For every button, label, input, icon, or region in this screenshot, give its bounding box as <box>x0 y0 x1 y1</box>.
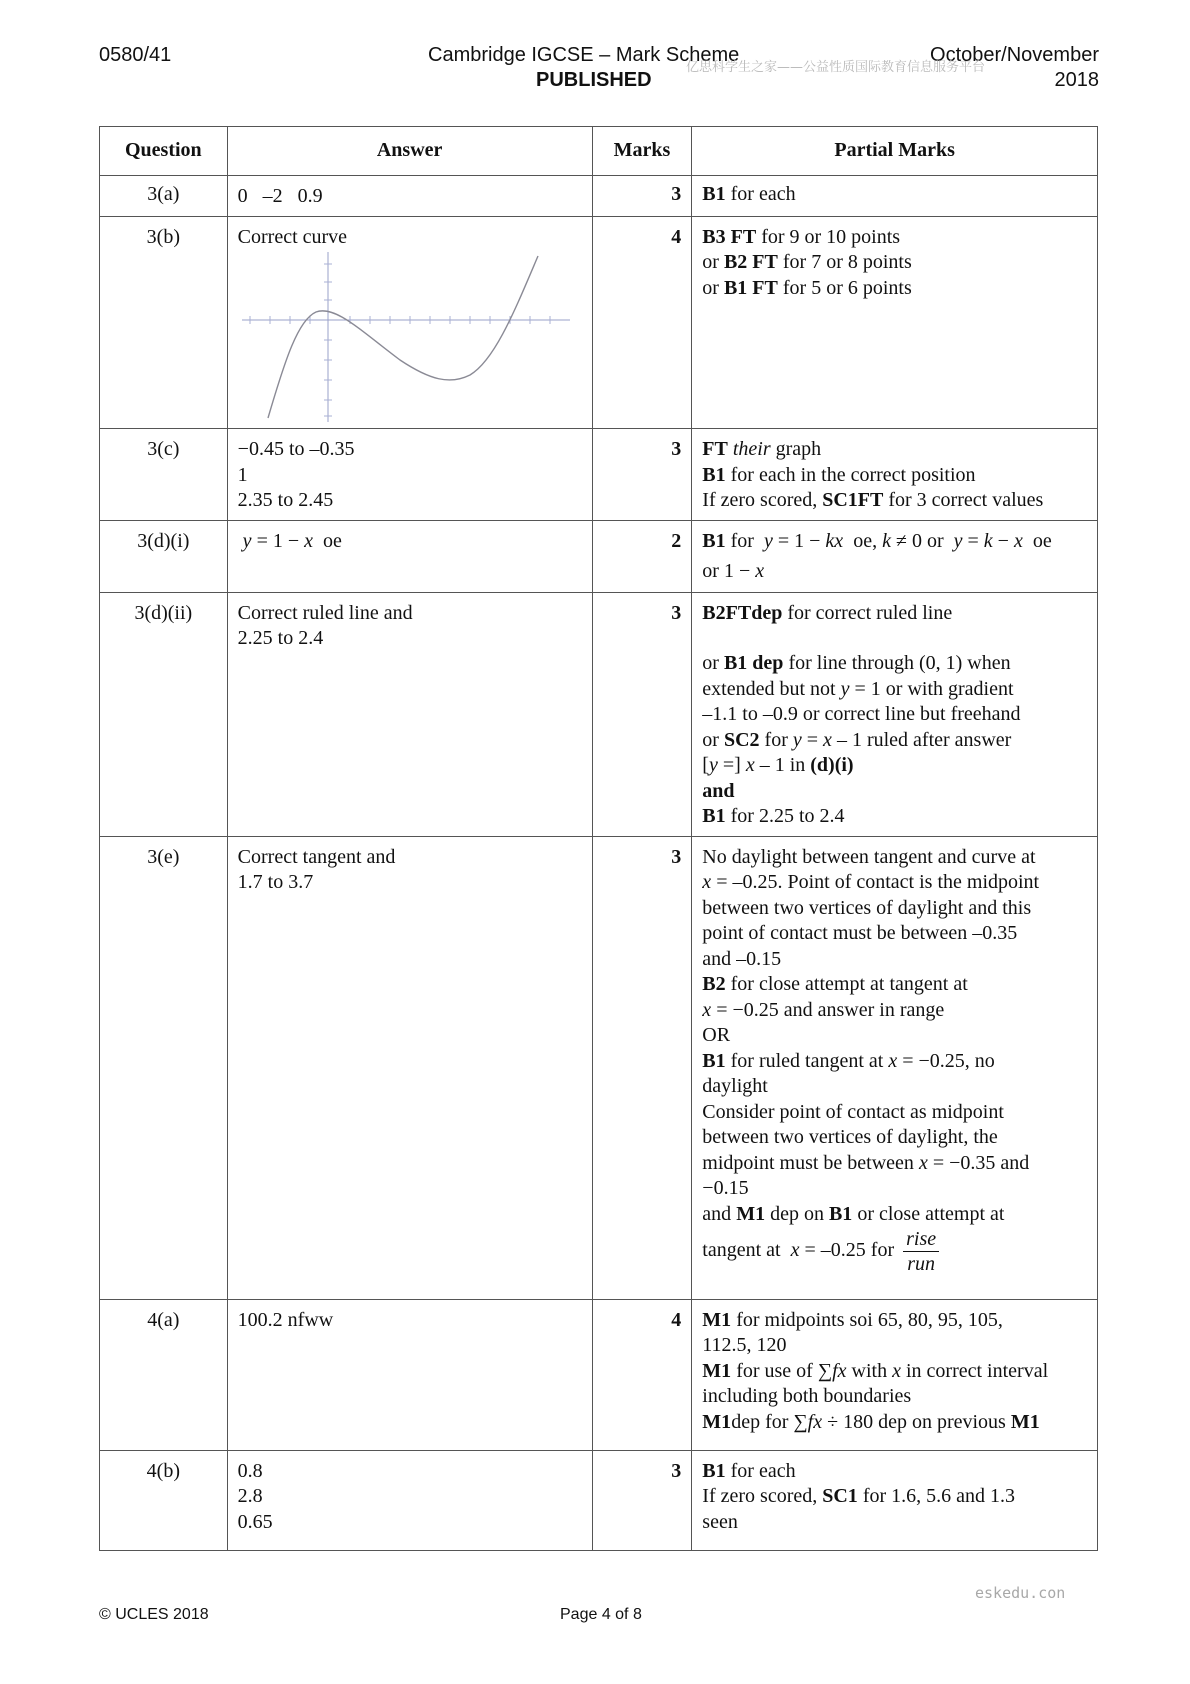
partial-text: = −0.25, no <box>897 1049 995 1072</box>
partial-text: or <box>702 276 724 299</box>
answer-line: Correct ruled line and <box>237 601 413 624</box>
math-var: y <box>953 529 963 552</box>
paper-code: 0580/41 <box>99 44 172 66</box>
mark-code: B1 <box>702 1459 726 1482</box>
sigma-symbol: ∑ <box>817 1359 833 1382</box>
partial-text: [ <box>702 754 709 776</box>
partial-text: for 1.6, 5.6 and 1.3 <box>857 1485 1016 1507</box>
partial-text: = <box>962 529 984 552</box>
partial-text: = –0.25 for <box>799 1239 900 1262</box>
marks-cell: 3 <box>592 429 692 521</box>
column-header-question: Question <box>100 127 228 176</box>
column-header-marks: Marks <box>592 127 692 176</box>
answer-line: 0.8 <box>237 1459 263 1482</box>
marks-cell: 3 <box>592 1450 692 1550</box>
mark-code: M1 <box>702 1359 732 1382</box>
marks-cell: 4 <box>592 216 692 429</box>
answer-cell: 100.2 nfww <box>227 1299 592 1450</box>
partial-text: including both boundaries <box>702 1385 912 1407</box>
answer-cell <box>227 216 592 429</box>
mark-code: M1 <box>736 1202 766 1225</box>
mark-code: FT <box>702 438 728 460</box>
answer-cell <box>227 520 592 592</box>
mark-code: M1 <box>702 1410 732 1433</box>
partial-text: dep on <box>765 1202 829 1225</box>
partial-text: ≠ 0 or <box>890 529 954 552</box>
answer-cell <box>227 836 592 1299</box>
rise-over-run-fraction <box>903 1227 939 1276</box>
answer-cell <box>227 592 592 836</box>
partial-text: for use of <box>731 1359 818 1382</box>
partial-text: −0.15 <box>702 1177 749 1199</box>
math-var: kx <box>825 529 844 552</box>
question-cell: 4(b) <box>100 1450 228 1550</box>
answer-text: = 1 − <box>251 529 305 552</box>
partial-text: – 1 ruled after answer <box>831 728 1012 751</box>
copyright: © UCLES 2018 <box>99 1606 209 1623</box>
mark-scheme-table <box>99 126 1098 1551</box>
math-var: x <box>823 728 832 751</box>
answer-line: 0.65 <box>237 1510 273 1533</box>
partial-marks-cell <box>692 1299 1098 1450</box>
partial-text: with <box>846 1359 893 1382</box>
partial-text: – 1 in <box>754 754 811 776</box>
partial-text: and –0.15 <box>702 947 782 970</box>
partial-text: = 1 or with gradient <box>849 677 1014 700</box>
question-cell: 3(e) <box>100 836 228 1299</box>
mark-code: B1 <box>828 1202 853 1225</box>
partial-text: = –0.25. Point of contact is the midpoint <box>711 871 1040 893</box>
partial-text: for midpoints soi 65, 80, 95, 105, <box>731 1308 1003 1331</box>
fraction-denominator: run <box>907 1253 935 1275</box>
cubic-curve-sketch <box>240 250 570 422</box>
answer-line: 1 <box>237 463 248 486</box>
partial-text: or <box>702 251 724 273</box>
partial-text: for each in the correct position <box>725 463 976 486</box>
math-var: y <box>763 529 773 552</box>
mark-code: B1 <box>702 183 726 205</box>
partial-text: ÷ 180 dep on previous <box>822 1410 1011 1433</box>
answer-cell <box>227 429 592 521</box>
page-number: Page 4 of 8 <box>560 1606 642 1623</box>
mark-code: (d)(i) <box>810 754 854 776</box>
mark-code: SC1FT <box>822 489 884 511</box>
math-var: y <box>242 529 252 552</box>
partial-marks-cell <box>692 592 1098 836</box>
answer-line: −0.45 to –0.35 <box>237 438 355 460</box>
partial-text: = 1 − <box>772 529 826 552</box>
partial-marks-cell <box>692 520 1098 592</box>
partial-text: or <box>702 652 724 674</box>
mark-code: SC2 <box>723 728 760 751</box>
partial-text: − <box>992 529 1014 552</box>
table-row <box>100 176 1098 217</box>
math-var: x <box>755 559 765 582</box>
partial-text: –1.1 to –0.9 or correct line but freehand <box>702 703 1021 725</box>
partial-text: extended but not <box>702 677 841 700</box>
partial-text: Consider point of contact as midpoint <box>702 1100 1004 1123</box>
partial-text: for 5 or 6 points <box>777 276 912 299</box>
partial-text: graph <box>770 438 822 460</box>
answer-line: Correct tangent and <box>237 845 396 868</box>
marks-cell: 2 <box>592 520 692 592</box>
partial-text: in correct interval <box>900 1359 1049 1382</box>
session-year: 2018 <box>1054 69 1099 91</box>
math-var: k <box>983 529 993 552</box>
mark-code: B1 <box>702 529 726 552</box>
partial-text: between two vertices of daylight and this <box>702 896 1032 919</box>
mark-code: B1 FT <box>723 276 778 299</box>
mark-code: SC1 <box>822 1485 858 1507</box>
partial-text: or close attempt at <box>852 1202 1005 1225</box>
answer-line: 1.7 to 3.7 <box>237 871 314 893</box>
document-title: Cambridge IGCSE – Mark Scheme <box>428 44 740 66</box>
table-row <box>100 836 1098 1299</box>
mark-code: and <box>702 779 735 802</box>
question-cell: 3(a) <box>100 176 228 217</box>
math-var: x <box>1013 529 1023 552</box>
partial-text: for 9 or 10 points <box>756 225 901 248</box>
table-row <box>100 1299 1098 1450</box>
column-header-answer: Answer <box>227 127 592 176</box>
partial-text: = −0.25 and answer in range <box>711 998 945 1021</box>
partial-text: 112.5, 120 <box>702 1334 787 1356</box>
marks-cell: 3 <box>592 836 692 1299</box>
mark-code: B1 <box>702 805 726 827</box>
partial-text: for line through (0, 1) when <box>783 652 1011 674</box>
partial-text: If zero scored, <box>702 1485 823 1507</box>
partial-text: for correct ruled line <box>782 601 953 624</box>
site-watermark: eskedu.con <box>975 1584 1066 1602</box>
math-var: x <box>918 1151 928 1174</box>
partial-text: for each <box>725 1459 796 1482</box>
math-var: y <box>840 677 850 700</box>
partial-text: midpoint must be between <box>702 1151 919 1174</box>
mark-code: B1 <box>702 463 726 486</box>
watermark-text: 亿思科学生之家——公益性质国际教育信息服务平台 <box>686 60 986 75</box>
partial-marks-cell <box>692 176 1098 217</box>
answer-cell: 0 –2 0.9 <box>227 176 592 217</box>
partial-text: = −0.35 and <box>927 1151 1030 1174</box>
table-row <box>100 216 1098 429</box>
math-var: x <box>745 754 755 776</box>
table-row <box>100 429 1098 521</box>
answer-text: oe <box>313 529 342 552</box>
partial-text: for each <box>725 183 796 205</box>
mark-code: B2 FT <box>723 251 778 273</box>
partial-text: OR <box>702 1024 731 1046</box>
partial-text: point of contact must be between –0.35 <box>702 922 1018 944</box>
math-var: y <box>708 754 718 776</box>
marks-cell: 3 <box>592 176 692 217</box>
partial-text: or <box>702 728 724 751</box>
partial-text: seen <box>702 1510 738 1533</box>
partial-text: oe, <box>843 529 883 552</box>
math-var: fx <box>807 1410 823 1433</box>
math-var: x <box>702 871 712 893</box>
math-var: x <box>702 998 712 1021</box>
session-label: October/November <box>930 44 1099 66</box>
answer-text: Correct curve <box>237 225 348 248</box>
table-row <box>100 592 1098 836</box>
partial-text: for 2.25 to 2.4 <box>725 805 845 827</box>
question-cell: 3(d)(ii) <box>100 592 228 836</box>
answer-cell <box>227 1450 592 1550</box>
partial-text: for ruled tangent at <box>725 1049 889 1072</box>
question-cell: 4(a) <box>100 1299 228 1450</box>
question-cell: 3(d)(i) <box>100 520 228 592</box>
table-row <box>100 520 1098 592</box>
partial-text: for 7 or 8 points <box>777 251 912 273</box>
fraction-numerator: rise <box>903 1227 939 1252</box>
math-var: y <box>792 728 802 751</box>
math-var: x <box>892 1359 901 1382</box>
partial-marks-cell <box>692 429 1098 521</box>
column-header-partial-marks: Partial Marks <box>692 127 1098 176</box>
math-var: fx <box>832 1359 847 1382</box>
published-label: PUBLISHED <box>536 69 652 91</box>
mark-code: B1 dep <box>723 652 784 674</box>
partial-text: between two vertices of daylight, the <box>702 1126 998 1148</box>
partial-text: their <box>732 438 771 460</box>
answer-line: 2.25 to 2.4 <box>237 627 324 649</box>
partial-marks-cell <box>692 836 1098 1299</box>
mark-code: B2FTdep <box>702 601 783 624</box>
partial-text: for <box>759 728 793 751</box>
partial-text: oe <box>1022 529 1052 552</box>
mark-code: M1 <box>702 1308 732 1331</box>
partial-text: = <box>801 728 824 751</box>
partial-text: =] <box>717 754 746 776</box>
partial-text: or 1 − <box>702 559 756 582</box>
mark-code: B3 FT <box>702 225 757 248</box>
partial-text: No daylight between tangent and curve at <box>702 845 1036 868</box>
marks-cell: 4 <box>592 1299 692 1450</box>
partial-text: tangent at <box>702 1239 791 1262</box>
partial-text: for close attempt at tangent at <box>725 973 968 995</box>
partial-text: dep for <box>731 1410 794 1433</box>
mark-code: M1 <box>1010 1410 1040 1433</box>
partial-text: for 3 correct values <box>883 489 1044 511</box>
partial-marks-cell <box>692 1450 1098 1550</box>
mark-code: B2 <box>702 973 726 995</box>
partial-marks-cell <box>692 216 1098 429</box>
partial-text: and <box>702 1202 737 1225</box>
mark-code: B1 <box>702 1049 726 1072</box>
partial-text: daylight <box>702 1075 768 1097</box>
math-var: x <box>888 1049 898 1072</box>
question-cell: 3(c) <box>100 429 228 521</box>
table-header-row <box>100 127 1098 176</box>
math-var: k <box>882 529 891 552</box>
partial-text: for <box>725 529 764 552</box>
table-row <box>100 1450 1098 1550</box>
math-var: x <box>790 1239 800 1262</box>
partial-text: If zero scored, <box>702 489 823 511</box>
marks-cell: 3 <box>592 592 692 836</box>
question-cell: 3(b) <box>100 216 228 429</box>
answer-line: 2.8 <box>237 1485 263 1507</box>
math-var: x <box>304 529 314 552</box>
answer-line: 2.35 to 2.45 <box>237 489 334 511</box>
sigma-symbol: ∑ <box>793 1410 808 1433</box>
